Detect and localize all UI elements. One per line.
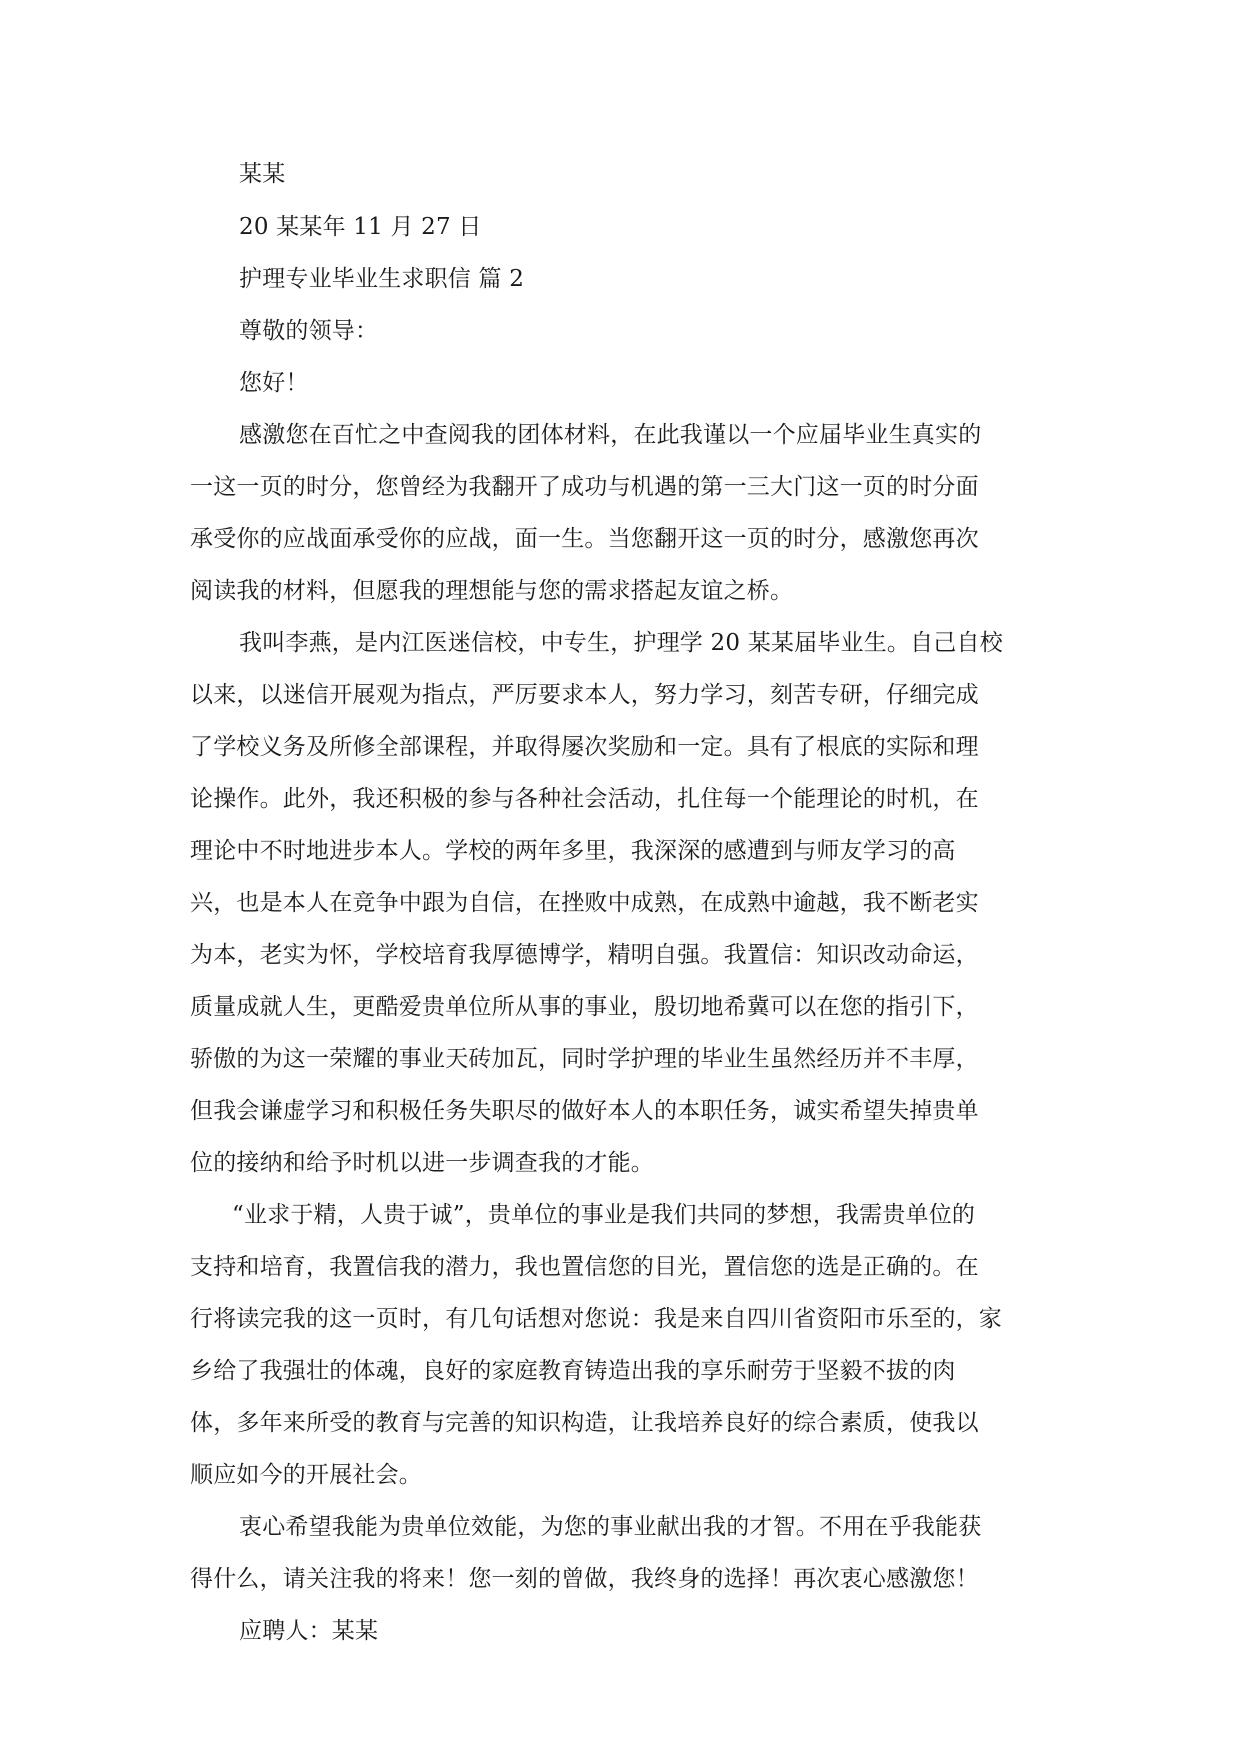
paragraph-line: 感激您在百忙之中查阅我的团体材料，在此我谨以一个应届毕业生真实的 <box>239 422 982 448</box>
paragraph-line: 了学校义务及所修全部课程，并取得屡次奖励和一定。具有了根底的实际和理 <box>190 734 979 760</box>
paragraph-line: 论操作。此外，我还积极的参与各种社会活动，扎住每一个能理论的时机，在 <box>190 786 979 812</box>
salutation: 尊敬的领导： <box>239 318 379 344</box>
closing-signature: 应聘人：某某 <box>239 1618 379 1644</box>
paragraph-line: 一这一页的时分，您曾经为我翻开了成功与机遇的第一三大门这一页的时分面 <box>190 474 979 500</box>
paragraph-line: 理论中不时地进步本人。学校的两年多里，我深深的感遭到与师友学习的高 <box>190 838 956 864</box>
paragraph-line: 为本，老实为怀，学校培育我厚德博学，精明自强。我置信：知识改动命运， <box>190 942 979 968</box>
paragraph-line: 乡给了我强壮的体魂，良好的家庭教育铸造出我的享乐耐劳于坚毅不拔的肉 <box>190 1358 956 1384</box>
paragraph-line: 顺应如今的开展社会。 <box>190 1462 422 1488</box>
paragraph-line: 质量成就人生，更酷爱贵单位所从事的事业，殷切地希冀可以在您的指引下， <box>190 994 979 1020</box>
paragraph-line: 得什么，请关注我的将来！您一刻的曾做，我终身的选择！再次衷心感激您！ <box>190 1566 979 1592</box>
paragraph-line: 兴，也是本人在竞争中跟为自信，在挫败中成熟，在成熟中逾越，我不断老实 <box>190 890 979 916</box>
paragraph-line: 位的接纳和给予时机以进一步调查我的才能。 <box>190 1150 654 1176</box>
paragraph-line: 但我会谦虚学习和积极任务失职尽的做好本人的本职任务，诚实希望失掉贵单 <box>190 1098 979 1124</box>
paragraph-line: 衷心希望我能为贵单位效能，为您的事业献出我的才智。不用在乎我能获 <box>239 1514 982 1540</box>
paragraph-line: 体，多年来所受的教育与完善的知识构造，让我培养良好的综合素质，使我以 <box>190 1410 979 1436</box>
paragraph-line: 阅读我的材料，但愿我的理想能与您的需求搭起友谊之桥。 <box>190 578 794 604</box>
paragraph-line: 我叫李燕，是内江医迷信校，中专生，护理学 20 某某届毕业生。自己自校 <box>239 630 1003 656</box>
paragraph-line: 承受你的应战面承受你的应战，面一生。当您翻开这一页的时分，感激您再次 <box>190 526 979 552</box>
date: 20 某某年 11 月 27 日 <box>239 214 482 240</box>
paragraph-line: 骄傲的为这一荣耀的事业天砖加瓦，同时学护理的毕业生虽然经历并不丰厚， <box>190 1046 979 1072</box>
paragraph-line: “业求于精，人贵于诚”，贵单位的事业是我们共同的梦想，我需贵单位的 <box>232 1202 976 1228</box>
paragraph-line: 支持和培育，我置信我的潜力，我也置信您的目光，置信您的选是正确的。在 <box>190 1254 979 1280</box>
document-title: 护理专业毕业生求职信 篇 2 <box>239 266 525 292</box>
greeting: 您好！ <box>239 370 309 396</box>
signature-name: 某某 <box>239 161 286 187</box>
paragraph-line: 行将读完我的这一页时，有几句话想对您说：我是来自四川省资阳市乐至的，家 <box>190 1306 1002 1332</box>
paragraph-line: 以来，以迷信开展观为指点，严厉要求本人，努力学习，刻苦专研，仔细完成 <box>190 682 979 708</box>
